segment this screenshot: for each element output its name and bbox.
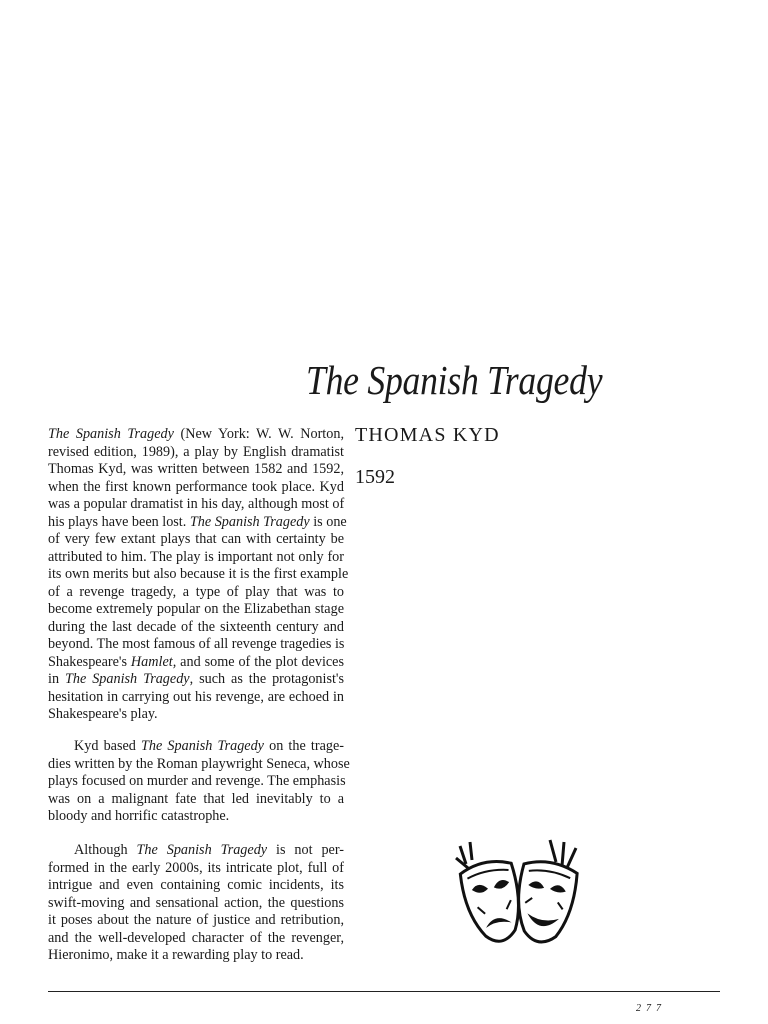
text-line [48, 755, 350, 774]
page-number: 277 [636, 1003, 666, 1014]
text-line [48, 860, 344, 878]
italic-title-text: The Spanish Tragedy [48, 426, 174, 442]
paragraph-intro [48, 426, 349, 724]
text-segment: and the well-developed character of the revenger, [48, 929, 344, 946]
text-segment: Kyd based [74, 738, 141, 754]
text-line [48, 654, 344, 672]
text-line [48, 791, 344, 809]
text-line [48, 877, 344, 895]
text-line [48, 895, 344, 913]
text-line [48, 426, 344, 444]
text-segment: plays focused on murder and revenge. The emphasis [48, 773, 346, 789]
page-title: The Spanish Tragedy [306, 357, 603, 403]
publication-year: 1592 [355, 466, 395, 488]
text-line [48, 773, 344, 791]
text-segment: Shakespeare's play. [48, 706, 158, 722]
italic-title-text: The Spanish Tragedy [141, 738, 264, 754]
text-line [48, 479, 344, 497]
text-segment: Although [74, 842, 137, 858]
text-segment: Hieronimo, make it a rewarding play to read. [48, 947, 304, 963]
text-segment: beyond. The most famous of all revenge tragedies is [48, 636, 345, 652]
text-line [48, 461, 344, 479]
comedy-tragedy-masks-icon [452, 838, 584, 960]
author-name: THOMAS KYD [355, 424, 500, 446]
text-segment: on the trage- [263, 738, 344, 754]
paragraph-seneca [48, 738, 350, 826]
text-line [48, 601, 344, 619]
text-segment: his plays have been lost. [48, 513, 190, 530]
text-segment: dies written by the Roman playwright Seneca, whose [48, 755, 350, 772]
text-line [48, 912, 344, 930]
text-line [48, 738, 344, 756]
text-line [48, 549, 344, 567]
text-segment: Shakespeare's [48, 653, 131, 670]
text-segment: of very few extant plays that can with certainty be [48, 531, 344, 547]
text-line [48, 531, 344, 549]
text-line [48, 444, 344, 462]
text-segment: become extremely popular on the Elizabethan stage [48, 601, 344, 617]
text-line [48, 947, 344, 965]
paragraph-although [48, 842, 344, 965]
text-segment: formed in the early 2000s, its intricate plot, full of [48, 859, 344, 876]
text-line [48, 689, 344, 707]
text-segment: is one [309, 513, 347, 530]
italic-title-text: Hamlet, [130, 653, 177, 670]
text-segment: , such as the protagonist's [189, 671, 344, 687]
text-segment: it poses about the nature of justice and retribution, [48, 912, 344, 928]
text-segment: was on a malignant fate that led inevitably to a [48, 790, 344, 807]
text-line [48, 671, 344, 689]
text-line [48, 808, 344, 826]
text-line [48, 584, 344, 602]
italic-title-text: The Spanish Tragedy [189, 513, 310, 530]
text-line [48, 706, 344, 724]
text-line [48, 496, 344, 514]
text-segment: bloody and horrific catastrophe. [48, 808, 230, 824]
text-segment: hesitation in carrying out his revenge, are echoed in [48, 688, 344, 705]
text-line [48, 636, 344, 654]
italic-title-text: The Spanish Tragedy [136, 842, 268, 858]
footer-rule [48, 991, 720, 992]
text-segment: of a revenge tragedy, a type of play that was to [48, 583, 344, 600]
text-segment: attributed to him. The play is important not only for [48, 548, 344, 565]
text-line [48, 930, 344, 948]
text-segment: intrigue and even containing comic incidents, its [48, 877, 344, 893]
text-segment: Thomas Kyd, was written between 1582 and 1592, [48, 461, 344, 477]
text-line [48, 513, 347, 532]
text-segment: revised edition, 1989), a play by English dramatist [48, 443, 344, 460]
text-segment: in [48, 671, 65, 687]
text-line [48, 842, 344, 860]
text-segment: swift-moving and sensational action, the questions [48, 894, 344, 911]
text-segment: was a popular dramatist in his day, although most of [48, 496, 345, 512]
text-line [48, 619, 344, 637]
text-segment: during the last decade of the sixteenth century and [48, 618, 344, 635]
italic-title-text: The Spanish Tragedy [64, 671, 190, 687]
text-segment: is not per- [267, 842, 344, 858]
text-segment: its own merits but also because it is the first example [48, 566, 349, 582]
text-segment: (New York: W. W. Norton, [173, 426, 344, 442]
text-segment: when the first known performance took place. Kyd [48, 478, 344, 495]
text-line [48, 566, 349, 584]
text-segment: and some of the plot devices [176, 653, 345, 670]
